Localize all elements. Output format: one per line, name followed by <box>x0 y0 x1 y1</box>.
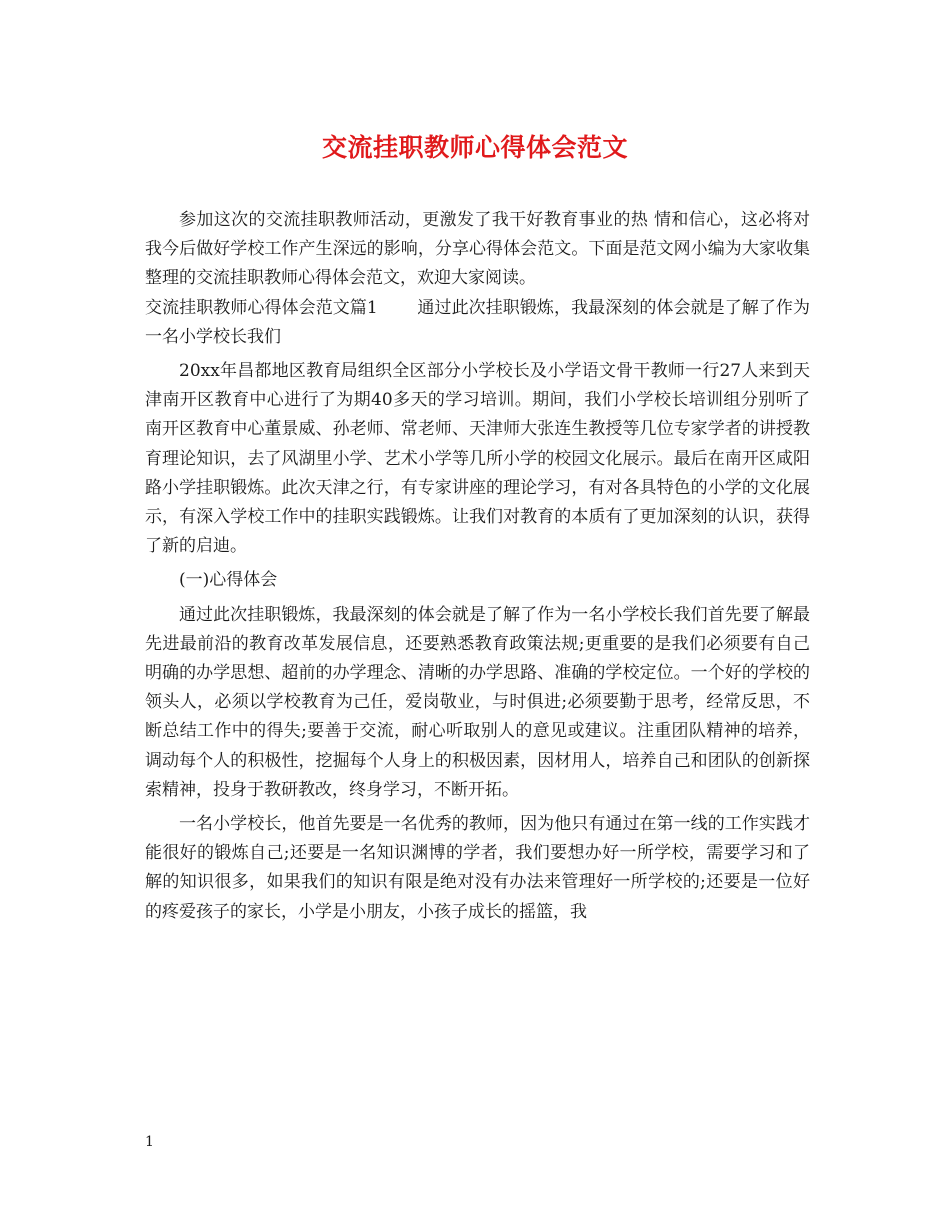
paragraph-intro: 参加这次的交流挂职教师活动，更激发了我干好教育事业的热 情和信心，这必将对我今后做好学校工作产生深远的影响，分享心得体会范文。下面是范文网小编为大家收集整理的交流挂职教师心得体会范文，欢迎大家阅读。 <box>145 210 810 289</box>
page-number: 1 <box>145 1134 154 1150</box>
document-title: 交流挂职教师心得体会范文 <box>321 133 628 162</box>
paragraph-experience: 通过此次挂职锻炼，我最深刻的体会就是了解了作为一名小学校长我们首先要了解最先进最前沿的教育改革发展信息，还要熟悉教育政策法规;更重要的是我们必须要有自己明确的办学思想、超前的办学理念、清晰的办学思路、准确的学校定位。一个好的学校的领头人，必须以学校教育为己任，爱岗敬业，与时俱进;必须要勤于思考，经常反思，不断总结工作中的得失;要善于交流，耐心听取别人的意见或建议。注重团队精神的培养，调动每个人的积极性，挖掘每个人身上的积极因素，因材用人，培养自己和团队的创新探索精神，投身于教研教改，终身学习，不断开拓。 <box>145 604 810 800</box>
paragraph-principal: 一名小学校长，他首先要是一名优秀的教师，因为他只有通过在第一线的工作实践才能很好的锻炼自己;还要是一名知识渊博的学者，我们要想办好一所学校，需要学习和了解的知识很多，如果我们的知识有限是绝对没有办法来管理好一所学校的;还要是一位好的疼爱孩子的家长，小学是小朋友，小孩子成长的摇篮，我 <box>145 814 810 922</box>
paragraph-background: 20xx年昌都地区教育局组织全区部分小学校长及小学语文骨干教师一行27人来到天津南开区教育中心进行了为期40多天的学习培训。期间，我们小学校长培训组分别听了南开区教育中心董景威、孙老师、常老师、天津师大张连生教授等几位专家学者的讲授教育理论知识，去了风湖里小学、艺术小学等几所小学的校园文化展示。最后在南开区咸阳路小学挂职锻炼。此次天津之行，有专家讲座的理论学习，有对各具特色的小学的文化展示，有深入学校工作中的挂职实践锻炼。让我们对教育的本质有了更加深刻的认识，获得了新的启迪。 <box>145 361 810 557</box>
paragraph-article-heading: 交流挂职教师心得体会范文篇1 通过此次挂职锻炼，我最深刻的体会就是了解了作为一名小学校长我们 <box>145 297 810 347</box>
section-heading: (一)心得体会 <box>179 570 278 591</box>
document-body <box>145 206 810 927</box>
